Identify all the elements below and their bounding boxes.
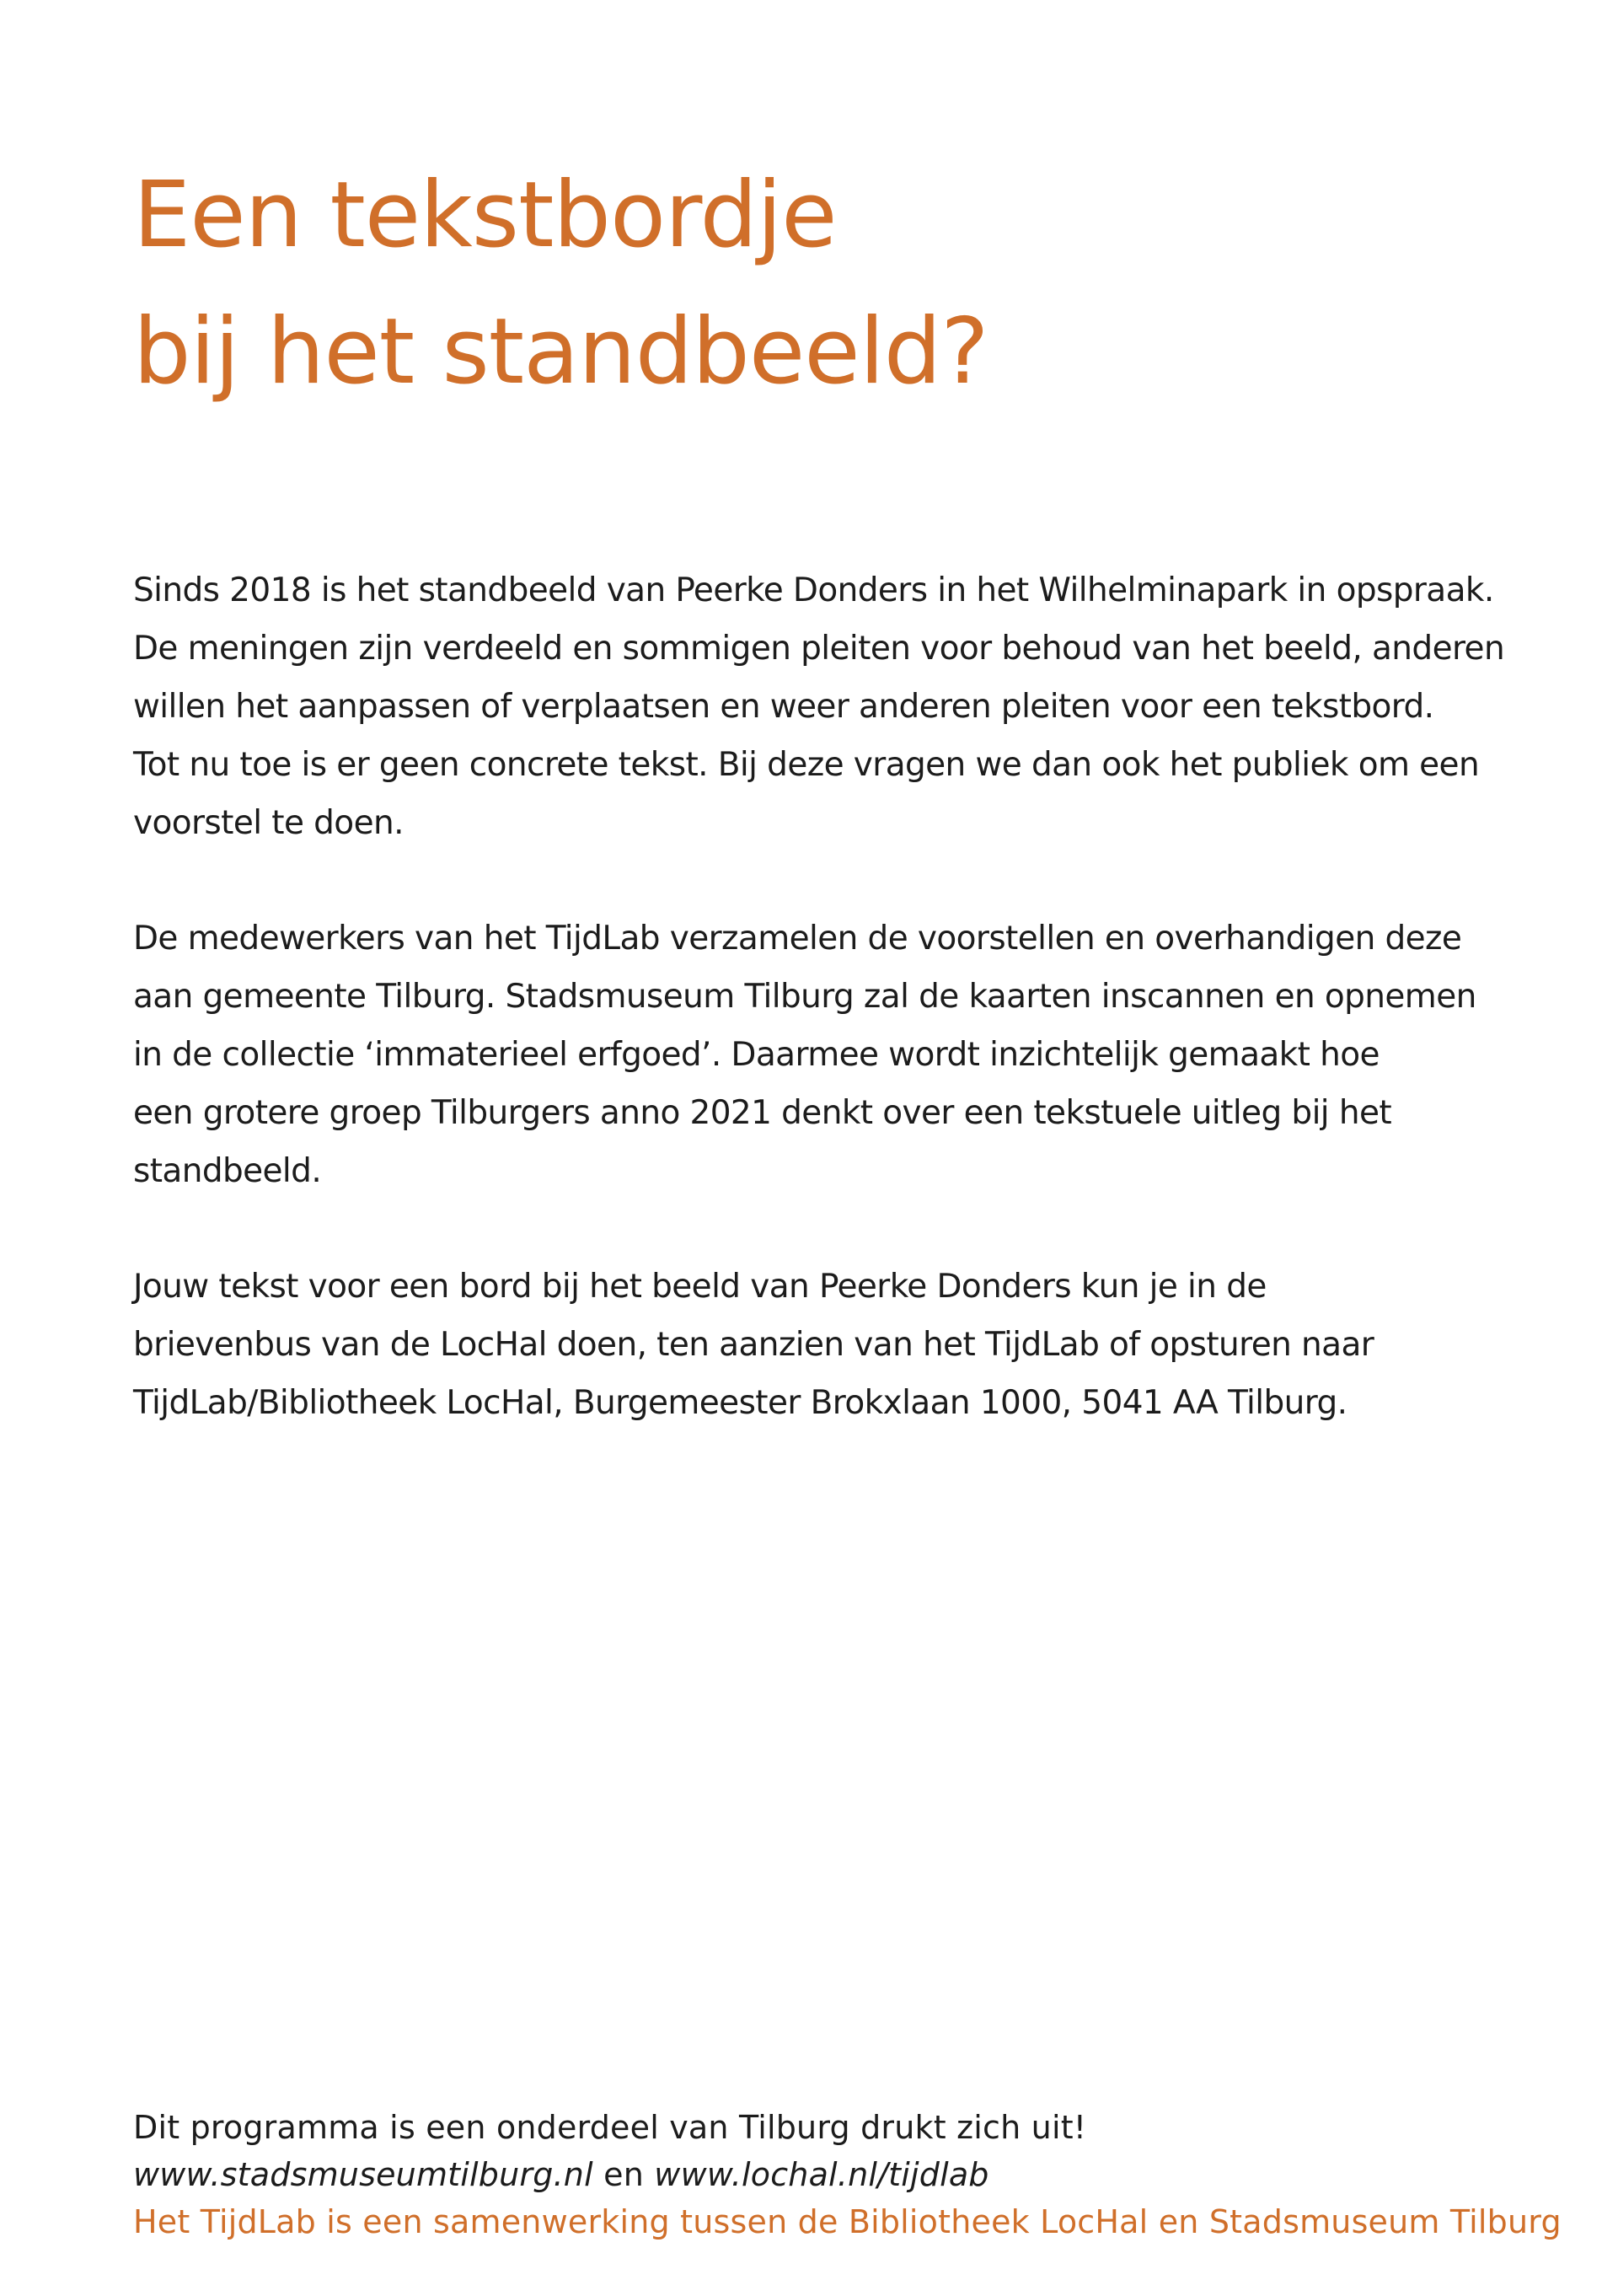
footer-links: [133, 2151, 1549, 2198]
lochal-link[interactable]: www.lochal.nl/tijdlab: [654, 2156, 989, 2193]
body-text: [133, 561, 1515, 1489]
page-title: [133, 148, 988, 421]
paragraph-submit: [133, 1258, 1515, 1432]
paragraph-collection: [133, 909, 1515, 1200]
text-line: een grotere groep Tilburgers anno 2021 denkt over een tekstuele uitleg bij het: [133, 1094, 1392, 1132]
text-line: Sinds 2018 is het standbeeld van Peerke Donders in het Wilhelminapark in opspraak.: [133, 571, 1494, 609]
text-line: in de collectie ‘immaterieel erfgoed’. Daarmee wordt inzichtelijk gemaakt hoe: [133, 1036, 1380, 1074]
text-line: TijdLab/Bibliotheek LocHal, Burgemeester Brokxlaan 1000, 5041 AA Tilburg.: [133, 1384, 1347, 1422]
text-line: Jouw tekst voor een bord bij het beeld van Peerke Donders kun je in de: [133, 1268, 1267, 1306]
title-line-2: bij het standbeeld?: [133, 299, 988, 405]
footer: [133, 2104, 1562, 2245]
text-line: voorstel te doen.: [133, 804, 404, 842]
text-line: standbeeld.: [133, 1152, 322, 1190]
text-line: Tot nu toe is er geen concrete tekst. Bij deze vragen we dan ook het publiek om een: [133, 746, 1480, 784]
text-line: aan gemeente Tilburg. Stadsmuseum Tilburg zal de kaarten inscannen en opnemen: [133, 978, 1476, 1016]
collaboration-note: Het TijdLab is een samenwerking tussen de Bibliotheek LocHal en Stadsmuseum Tilburg: [133, 2203, 1562, 2240]
text-line: willen het aanpassen of verplaatsen en weer anderen pleiten voor een tekstbord.: [133, 688, 1434, 726]
paragraph-intro: [133, 561, 1515, 852]
title-line-1: Een tekstbordje: [133, 163, 837, 268]
text-line: brievenbus van de LocHal doen, ten aanzien van het TijdLab of opsturen naar: [133, 1326, 1374, 1364]
link-separator: en: [603, 2156, 655, 2193]
stadsmuseum-link[interactable]: www.stadsmuseumtilburg.nl: [133, 2156, 593, 2193]
program-note: Dit programma is een onderdeel van Tilburg drukt zich uit!: [133, 2109, 1087, 2146]
text-line: De meningen zijn verdeeld en sommigen pleiten voor behoud van het beeld, anderen: [133, 630, 1505, 668]
text-line: De medewerkers van het TijdLab verzamelen de voorstellen en overhandigen deze: [133, 920, 1462, 958]
